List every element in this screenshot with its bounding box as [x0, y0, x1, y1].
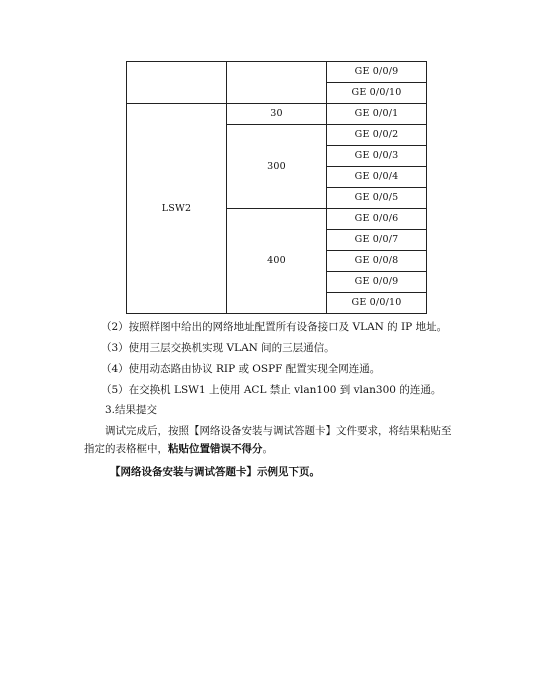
vlan-cell: 400: [227, 209, 327, 314]
port-cell: GE 0/0/10: [327, 83, 427, 104]
port-cell: GE 0/0/9: [327, 62, 427, 83]
answer-card-note: 【网络设备安装与调试答题卡】示例见下页。: [110, 466, 320, 478]
port-cell: GE 0/0/4: [327, 167, 427, 188]
port-cell: GE 0/0/7: [327, 230, 427, 251]
body-text-line: 调试完成后，按照【网络设备安装与调试答题卡】文件要求，将结果粘贴至: [105, 425, 452, 437]
section-heading: 3.结果提交: [105, 404, 158, 416]
port-cell: GE 0/0/5: [327, 188, 427, 209]
requirement-item: （2）按照样图中给出的网络地址配置所有设备接口及 VLAN 的 IP 地址。: [101, 321, 448, 333]
body-text: 。: [262, 443, 273, 455]
switch-name-cell: LSW2: [127, 104, 227, 314]
requirement-item: （4）使用动态路由协议 RIP 或 OSPF 配置实现全网连通。: [101, 363, 381, 375]
vlan-cell: 300: [227, 125, 327, 209]
port-cell: GE 0/0/6: [327, 209, 427, 230]
port-cell: GE 0/0/9: [327, 272, 427, 293]
table-cell-empty: [227, 62, 327, 104]
requirement-item: （3）使用三层交换机实现 VLAN 间的三层通信。: [101, 342, 335, 354]
port-cell: GE 0/0/2: [327, 125, 427, 146]
port-cell: GE 0/0/1: [327, 104, 427, 125]
port-cell: GE 0/0/10: [327, 293, 427, 314]
body-text-line: [84, 442, 273, 457]
port-cell: GE 0/0/3: [327, 146, 427, 167]
requirement-item: （5）在交换机 LSW1 上使用 ACL 禁止 vlan100 到 vlan300 的连通。: [101, 384, 442, 396]
bold-warning: 粘贴位置错误不得分: [168, 443, 263, 455]
vlan-cell: 30: [227, 104, 327, 125]
body-text: 指定的表格框中，: [84, 443, 168, 455]
port-cell: GE 0/0/8: [327, 251, 427, 272]
vlan-port-table: [126, 61, 427, 314]
table-cell-empty: [127, 62, 227, 104]
